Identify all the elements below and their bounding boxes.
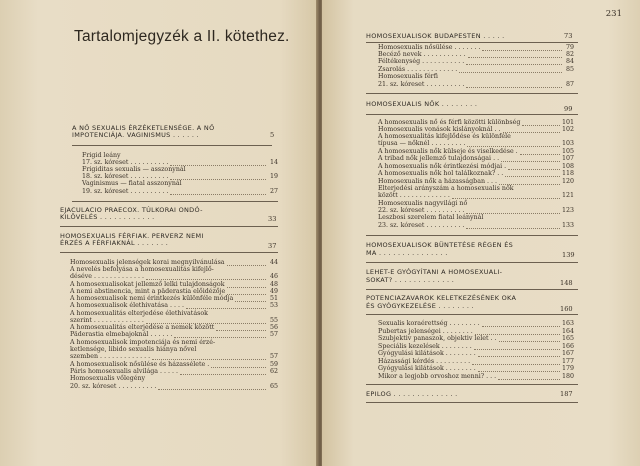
toc-entry: szemben . . . . . . . . . . . . . 57 [70, 353, 278, 360]
section-page-number: 99 [564, 105, 573, 113]
divider [366, 314, 578, 315]
toc-entry: A homosexualisok nemi érintkezés különféle módja 51 [70, 295, 278, 302]
divider [60, 252, 278, 253]
toc-entry: 18. sz. kóreset . . . . . . . . . . 19 [82, 173, 278, 180]
toc-entry: A tribad nők jellemző tulajdonságai . . 107 [378, 155, 574, 162]
toc-entry: A homosexualis nők külseje és viselkedése . 105 [378, 148, 574, 155]
toc-entry: 22. sz. kóreset . . . . . . . . . . 123 [378, 207, 574, 214]
section-title-line: HOMOSEXUALISOK BUDAPESTEN . . . . . [366, 32, 505, 40]
section-title-line: EPILOG . . . . . . . . . . . . . . [366, 390, 458, 398]
section-page-number: 148 [560, 279, 573, 287]
toc-entry: Homosexualis vonások kislányoknál . . 102 [378, 126, 574, 133]
toc-entry: A homosexualis nők érintkezési módjai . 108 [378, 163, 574, 170]
section-title-line: ÉS GYÓGYKEZELÉSE . . . . . . . . [366, 302, 474, 310]
toc-entry: Becéző nevek . . . . . . . . . . . 82 [378, 51, 574, 58]
toc-entry: 20. sz. kóreset . . . . . . . . . . 65 [70, 383, 278, 390]
divider [366, 93, 578, 94]
section-title-line: POTENCIAZAVAROK KELETKEZÉSÉNEK OKA [366, 294, 517, 302]
toc-entry: Homosexualis nagyvilági nő [378, 200, 468, 207]
divider [366, 114, 578, 115]
toc-entry: A homosexualisok élethivatása . . . . 53 [70, 302, 278, 309]
left-page [0, 0, 318, 466]
toc-entry: Homosexualis vőlegény [70, 375, 146, 382]
toc-entry: Gyógyulási kilátások . . . . . . . . 179 [378, 365, 574, 372]
toc-entry: Frigid leány [82, 152, 121, 159]
divider [60, 226, 278, 227]
section-title-line: LEHET-E GYÓGYÍTANI A HOMOSEXUALI- [366, 268, 503, 276]
section-title-line: HOMOSEXUALIS FÉRFIAK. PERVERZ NEMI [60, 232, 204, 240]
toc-entry: Gyógyulási kilátások . . . . . . . . 167 [378, 350, 574, 357]
divider [72, 145, 272, 146]
toc-title: Tartalomjegyzék a II. kötethez. [74, 28, 290, 45]
toc-entry: 17. sz. kóreset . . . . . . . . . . 14 [82, 159, 278, 166]
divider [366, 402, 578, 403]
toc-entry: Homosexualis férfi [378, 73, 438, 80]
toc-entry: Homosexualis nősülése . . . . . . . 79 [378, 44, 574, 51]
toc-entry: A homosexualitás kifejlődése és különféle [378, 133, 511, 140]
toc-entry: ketlensége, libido sexualis hiánya nővel [70, 346, 197, 353]
section-page-number: 5 [270, 131, 275, 139]
toc-entry: Zsarolás . . . . . . . . . . . . . 85 [378, 66, 574, 73]
toc-entry: A homosexualis nő és férfi közötti különbség 101 [378, 119, 574, 126]
toc-entry: A nevelés befolyása a homosexualitás kifejlő- [70, 266, 214, 273]
toc-entry: A homosexualitás elterjedése a nemek között 56 [70, 324, 278, 331]
section-title-line: HOMOSEXUALIS NŐK . . . . . . . . [366, 100, 478, 108]
toc-entry: Speciális kezelések . . . . . . . . 166 [378, 343, 574, 350]
toc-entry: Féltékenység . . . . . . . . . . . 84 [378, 58, 574, 65]
section-title-line: EJACULACIO PRAECOX. TÚLKORAI ONDÓ- [60, 206, 203, 214]
right-page [322, 0, 640, 466]
toc-entry: Páris homosexualis alvilága . . . . . 62 [70, 368, 278, 375]
toc-entry: Homosexualis jelenségek korai megnyilvánulása 44 [70, 259, 278, 266]
toc-entry: Sexualis koraérettség . . . . . . . . 163 [378, 320, 574, 327]
toc-entry: A homosexualisokat jellemző lelki tulajdonságok 48 [70, 281, 278, 288]
divider [366, 289, 578, 290]
toc-entry: között . . . . . . . . . . . . . 121 [378, 192, 574, 199]
section-title-line: IMPOTENCIÁJA. VAGINISMUS . . . . . . [72, 131, 199, 139]
toc-entry: Päderastia elmebajoknál . . . . . . 57 [70, 331, 278, 338]
section-title-line: KILÖVELÉS . . . . . . . . . . . . [60, 213, 155, 221]
toc-entry: Szubjektiv panaszok, objektiv lelet . . 165 [378, 335, 574, 342]
divider [366, 262, 578, 263]
toc-entry: Elterjedési arányszám a homosexualis nők [378, 185, 514, 192]
toc-entry: Frigiditas sexualis — asszonynál [82, 166, 186, 173]
toc-entry: szerint . . . . . . . . . . . . . 55 [70, 317, 278, 324]
toc-entry: Leszbosi szerelem fiatal leánynál [378, 214, 484, 221]
section-page-number: 187 [560, 390, 573, 398]
toc-entry: A homosexualisok impotenciája és nemi érzé- [70, 339, 216, 346]
toc-entry: 21. sz. kóreset . . . . . . . . . . 87 [378, 81, 574, 88]
toc-entry: A homosexualisok nősülése és házassélete . 59 [70, 361, 278, 368]
toc-entry: A nemi abstinencia, mint a päderastia előidézője 49 [70, 288, 278, 295]
toc-entry: A homosexualis nők hol találkoznak? . . 118 [378, 170, 574, 177]
toc-entry: Homosexualis nők a házasságban . . . 120 [378, 178, 574, 185]
section-page-number: 73 [564, 32, 573, 40]
divider [366, 384, 578, 385]
toc-entry: Házassági kérdés . . . . . . . . . 177 [378, 358, 574, 365]
toc-entry: 23. sz. kóreset . . . . . . . . . . 133 [378, 222, 574, 229]
section-title-line: ÉRZÉS A FÉRFIAKNÁL . . . . . . . [60, 239, 169, 247]
section-page-number: 37 [268, 242, 277, 250]
page-number: 231 [605, 9, 622, 19]
toc-entry: Pubertas jelenségei . . . . . . . . 164 [378, 328, 574, 335]
section-title-line: SOKAT? . . . . . . . . . . . . . [366, 276, 455, 284]
toc-entry: típusa — nőknél . . . . . . . . . 103 [378, 140, 574, 147]
divider [366, 42, 578, 43]
divider [366, 235, 578, 236]
section-page-number: 139 [562, 251, 575, 259]
divider [72, 201, 278, 202]
section-title-line: HOMOSEXUALISOK BÜNTETÉSE RÉGEN ÉS [366, 241, 514, 249]
toc-entry: Vaginismus — fiatal asszonynál [82, 180, 182, 187]
section-title-line: A NŐ SEXUALIS ÉRZÉKETLENSÉGE. A NŐ [72, 124, 215, 132]
toc-entry: A homosexualitás elterjedése élethivatások [70, 310, 208, 317]
section-title-line: MA . . . . . . . . . . . . . . . [366, 249, 448, 257]
section-page-number: 33 [268, 215, 277, 223]
section-page-number: 160 [560, 305, 573, 313]
toc-entry: déséve . . . . . . . . . . . . . 46 [70, 273, 278, 280]
toc-entry: Mikor a legjobb orvoshoz menni? . . . 180 [378, 373, 574, 380]
toc-entry: 19. sz. kóreset . . . . . . . . . . 27 [82, 188, 278, 195]
